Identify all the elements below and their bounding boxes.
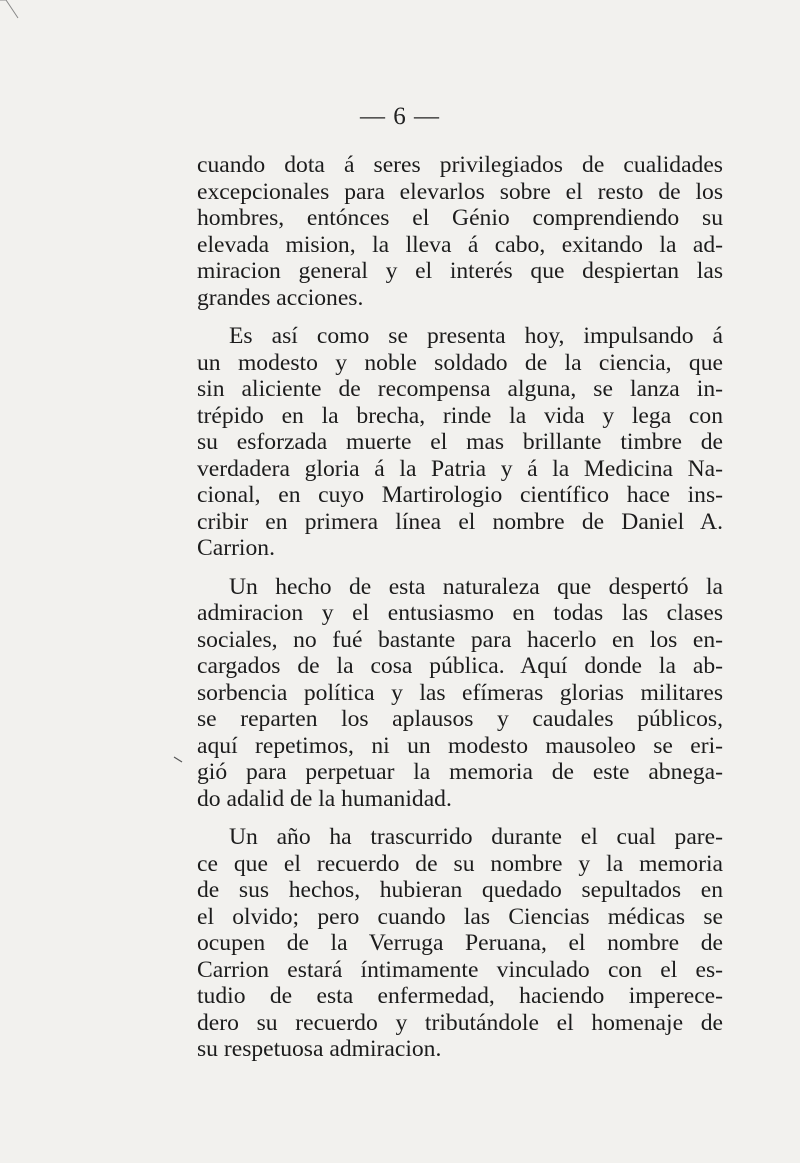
margin-mark <box>174 757 182 762</box>
text-line: gió para perpetuar la memoria de este abnega- <box>197 759 723 785</box>
text-line: verdadera gloria á la Patria y á la Medicina Na- <box>197 455 723 482</box>
text-line: trépido en la brecha, rinde la vida y lega con <box>197 402 723 429</box>
text-line: tudio de esta enfermedad, haciendo imperece- <box>197 983 723 1009</box>
text-line: admiracion y el entusiasmo en todas las clases <box>197 600 723 626</box>
text-line: miracion general y el interés que despiertan las <box>197 258 723 284</box>
text-line: Es así como se presenta hoy, impulsando á <box>229 323 723 349</box>
text-line: de sus hechos, hubieran quedado sepultados en <box>197 877 723 903</box>
text-line: un modesto y noble soldado de la ciencia, que <box>197 349 723 376</box>
text-line: sociales, no fué bastante para hacerlo en los en- <box>197 626 723 653</box>
text-line: Carrion. <box>197 535 275 561</box>
body-text <box>197 152 723 1075</box>
text-line: cional, en cuyo Martirologio científico hace ins- <box>197 482 723 508</box>
text-line: Un año ha trascurrido durante el cual pare- <box>229 824 723 850</box>
text-line: sin aliciente de recompensa alguna, se lanza in- <box>197 376 723 402</box>
text-line: ocupen de la Verruga Peruana, el nombre de <box>197 930 723 956</box>
text-line: Un hecho de esta naturaleza que despertó la <box>229 573 723 600</box>
paragraph-1 <box>197 152 723 311</box>
text-line: dero su recuerdo y tributándole el homenaje de <box>197 1009 723 1036</box>
text-line: ce que el recuerdo de su nombre y la memoria <box>197 850 723 877</box>
paragraph-2 <box>197 323 723 562</box>
paragraph-4 <box>197 824 723 1063</box>
text-line: cargados de la cosa pública. Aquí donde la ab- <box>197 653 723 679</box>
text-line: aquí repetimos, ni un modesto mausoleo se eri- <box>197 732 723 759</box>
text-line: se reparten los aplausos y caudales públicos, <box>197 706 723 732</box>
text-line: el olvido; pero cuando las Ciencias médicas se <box>197 903 723 930</box>
text-line: do adalid de la humanidad. <box>197 785 452 812</box>
text-line: excepcionales para elevarlos sobre el resto de los <box>197 178 723 205</box>
paragraph-3 <box>197 574 723 813</box>
text-line: sorbencia política y las efímeras glorias militares <box>197 679 723 706</box>
text-line: cuando dota á seres privilegiados de cualidades <box>197 152 723 178</box>
text-line: su esforzada muerte el mas brillante timbre de <box>197 429 723 455</box>
corner-mark <box>0 0 18 18</box>
text-line: grandes acciones. <box>197 284 364 311</box>
text-line: su respetuosa admiracion. <box>197 1036 442 1062</box>
page-number: — 6 — <box>360 103 440 130</box>
text-line: elevada mision, la lleva á cabo, exitando la ad- <box>197 231 723 258</box>
text-line: cribir en primera línea el nombre de Daniel A. <box>197 508 723 535</box>
text-line: Carrion estará íntimamente vinculado con el es- <box>197 956 723 983</box>
text-line: hombres, entónces el Génio comprendiendo su <box>197 205 723 231</box>
